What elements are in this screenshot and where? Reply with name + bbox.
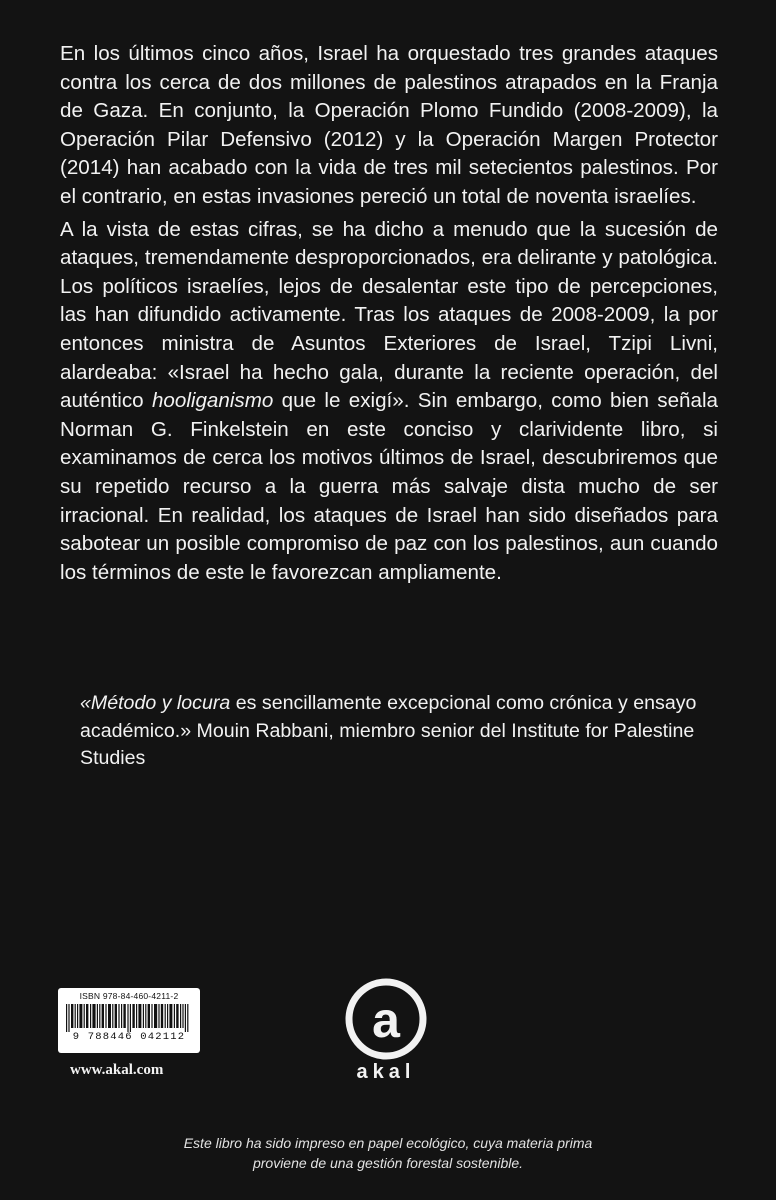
ean-digits: 9 788446 042112 [72,1031,186,1043]
quote-text: es sencillamente excepcional como crónica y ensayo académico.» Mouin Rabbani, miembro senior del Institute for Palestine Studies [80,692,697,769]
akal-logo-icon [340,977,432,1061]
publisher-logo [340,977,432,1083]
publisher-website: www.akal.com [70,1062,164,1078]
barcode-bars [66,1004,192,1032]
review-quote [80,690,725,773]
blurb-paragraph-1: En los últimos cinco años, Israel ha orquestado tres grandes ataques contra los cerca de dos millones de palestinos atrapados en la Franja de Gaza. En conjunto, la Operación Plomo Fundido (2008-2009), la Operación Pilar Defensivo (2012) y la Operación Margen Protector (2014) han acabado con la vida de tres mil setecientos palestinos. Por el contrario, en estas invasiones pereció un total de noventa israelíes. [60,42,718,208]
logo-letter: a [372,992,400,1048]
eco-note-line-2: proviene de una gestión forestal sostenible. [252,1155,524,1171]
isbn-number: ISBN 978-84-460-4211-2 [79,991,179,1001]
eco-paper-note [120,1133,656,1173]
eco-note-line-1: Este libro ha sido impreso en papel ecológico, cuya materia prima [183,1135,593,1151]
isbn-barcode [58,988,200,1053]
blurb-italic-word: hooliganismo [151,389,274,413]
blurb-paragraph-2-start: A la vista de estas cifras, se ha dicho a menudo que la sucesión de ataques, tremendamente desproporcionados, era delirante y patológica. Los políticos israelíes, lejos de desalentar este tipo de percepciones, las han difundido activamente. Tras los ataques de 2008-2009, la por entonces ministra de Asuntos Exteriores de Israel, Tzipi Livni, alardeaba: «Israel ha hecho gala, durante la reciente operación, del auténtico [60,217,718,413]
quote-book-title: «Método y locura [80,692,231,714]
logo-wordmark: akal [356,1061,416,1083]
blurb-paragraph-2 [60,216,718,588]
blurb-paragraph-2-end: que le exigí». Sin embargo, como bien señala Norman G. Finkelstein en este conciso y clarividente libro, si examinamos de cerca los motivos últimos de Israel, descubriremos que su repetido recurso a la guerra más salvaje dista mucho de ser irracional. En realidad, los ataques de Israel han sido diseñados para sabotear un posible compromiso de paz con los palestinos, aun cuando los términos de este le favorezcan ampliamente. [60,389,718,584]
blurb-text [60,40,718,587]
